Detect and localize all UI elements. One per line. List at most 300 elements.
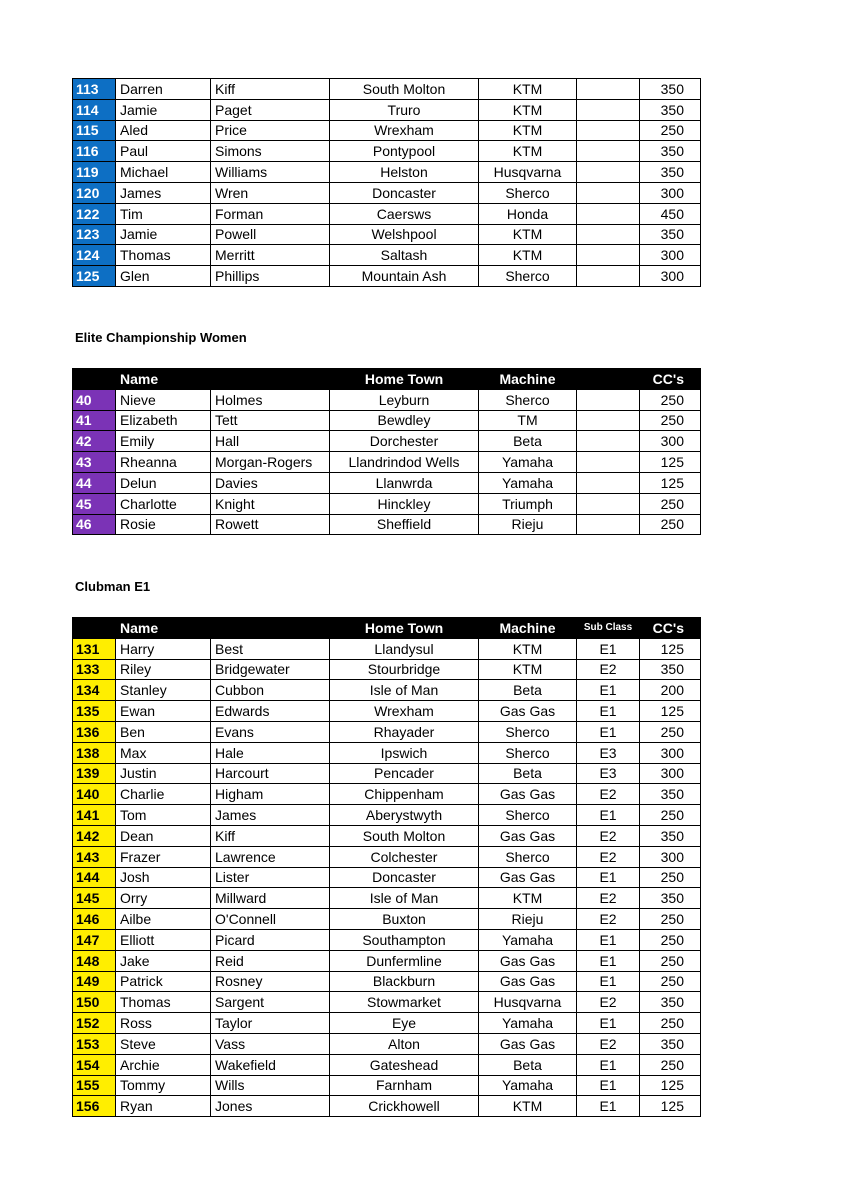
surname-cell: Kiff [211,825,330,846]
surname-cell: Jones [211,1096,330,1117]
rider-number-cell: 152 [73,1013,116,1034]
first-name-cell: Ben [116,721,211,742]
home-town-cell: Isle of Man [330,888,479,909]
sub-class-cell [577,99,640,120]
table-row [73,742,701,763]
surname-cell: Best [211,638,330,659]
sub-class-cell [577,410,640,431]
home-town-cell: Colchester [330,846,479,867]
sub-class-cell: E2 [577,846,640,867]
engine-cc-cell: 350 [640,888,701,909]
entry-table-body [73,79,701,287]
table-row [73,950,701,971]
first-name-cell: Steve [116,1033,211,1054]
table-row [73,514,701,535]
section-title-elite-women: Elite Championship Women [75,330,247,345]
sub-class-cell [577,141,640,162]
rider-number-cell: 45 [73,493,116,514]
sub-class-cell: E2 [577,1033,640,1054]
rider-number-cell: 143 [73,846,116,867]
table-row [73,266,701,287]
table-row [73,763,701,784]
sub-class-cell [577,224,640,245]
surname-cell: Sargent [211,992,330,1013]
engine-cc-cell: 250 [640,1013,701,1034]
home-town-cell: Southampton [330,929,479,950]
home-town-cell: Isle of Man [330,680,479,701]
surname-cell: Forman [211,203,330,224]
rider-number-cell: 139 [73,763,116,784]
home-town-cell: Doncaster [330,182,479,203]
rider-number-cell: 140 [73,784,116,805]
rider-number-cell: 131 [73,638,116,659]
first-name-cell: Josh [116,867,211,888]
first-name-cell: Darren [116,79,211,100]
machine-cell: KTM [479,888,577,909]
machine-cell: Yamaha [479,929,577,950]
header-cc: CC's [640,618,701,639]
rider-number-cell: 145 [73,888,116,909]
surname-cell: Phillips [211,266,330,287]
engine-cc-cell: 250 [640,867,701,888]
sub-class-cell: E1 [577,867,640,888]
engine-cc-cell: 250 [640,410,701,431]
rider-number-cell: 116 [73,141,116,162]
surname-cell: James [211,805,330,826]
header-machine: Machine [479,369,577,390]
table-row [73,141,701,162]
rider-number-cell: 44 [73,472,116,493]
rider-number-cell: 144 [73,867,116,888]
home-town-cell: Hinckley [330,493,479,514]
sub-class-cell [577,452,640,473]
table-row [73,846,701,867]
home-town-cell: Truro [330,99,479,120]
table-row [73,120,701,141]
table-row [73,472,701,493]
machine-cell: Yamaha [479,472,577,493]
engine-cc-cell: 125 [640,472,701,493]
home-town-cell: Dunfermline [330,950,479,971]
first-name-cell: Dean [116,825,211,846]
machine-cell: Sherco [479,805,577,826]
machine-cell: KTM [479,659,577,680]
first-name-cell: Glen [116,266,211,287]
first-name-cell: Tim [116,203,211,224]
home-town-cell: Aberystwyth [330,805,479,826]
rider-number-cell: 42 [73,431,116,452]
header-name: Name [116,369,211,390]
home-town-cell: Llanwrda [330,472,479,493]
sub-class-cell: E2 [577,659,640,680]
table-row [73,909,701,930]
machine-cell: KTM [479,224,577,245]
first-name-cell: Paul [116,141,211,162]
engine-cc-cell: 300 [640,846,701,867]
surname-cell: Cubbon [211,680,330,701]
rider-number-cell: 113 [73,79,116,100]
entry-table-continued [72,78,701,287]
engine-cc-cell: 250 [640,514,701,535]
table-row [73,99,701,120]
table-row [73,721,701,742]
engine-cc-cell: 450 [640,203,701,224]
table-row [73,1075,701,1096]
home-town-cell: Wrexham [330,701,479,722]
sub-class-cell: E3 [577,742,640,763]
sub-class-cell: E2 [577,784,640,805]
sub-class-cell: E2 [577,825,640,846]
surname-cell: Williams [211,162,330,183]
engine-cc-cell: 200 [640,680,701,701]
sub-class-cell [577,245,640,266]
engine-cc-cell: 300 [640,182,701,203]
sub-class-cell [577,431,640,452]
entry-table-body [73,389,701,535]
rider-number-cell: 134 [73,680,116,701]
engine-cc-cell: 350 [640,992,701,1013]
rider-number-cell: 138 [73,742,116,763]
header-home-town: Home Town [330,369,479,390]
rider-number-cell: 150 [73,992,116,1013]
engine-cc-cell: 125 [640,1075,701,1096]
engine-cc-cell: 250 [640,389,701,410]
home-town-cell: Sheffield [330,514,479,535]
home-town-cell: Rhayader [330,721,479,742]
engine-cc-cell: 300 [640,266,701,287]
header-number [73,618,116,639]
machine-cell: KTM [479,79,577,100]
sub-class-cell [577,203,640,224]
surname-cell: Evans [211,721,330,742]
engine-cc-cell: 125 [640,701,701,722]
machine-cell: Husqvarna [479,162,577,183]
sub-class-cell: E2 [577,992,640,1013]
first-name-cell: Elizabeth [116,410,211,431]
home-town-cell: Gateshead [330,1054,479,1075]
first-name-cell: Emily [116,431,211,452]
header-name: Name [116,618,211,639]
surname-cell: Rowett [211,514,330,535]
table-row [73,389,701,410]
first-name-cell: Nieve [116,389,211,410]
home-town-cell: Helston [330,162,479,183]
rider-number-cell: 155 [73,1075,116,1096]
machine-cell: Rieju [479,909,577,930]
machine-cell: Honda [479,203,577,224]
header-machine: Machine [479,618,577,639]
sub-class-cell: E1 [577,638,640,659]
machine-cell: Husqvarna [479,992,577,1013]
header-blank [211,369,330,390]
surname-cell: Lawrence [211,846,330,867]
machine-cell: KTM [479,245,577,266]
home-town-cell: Stourbridge [330,659,479,680]
home-town-cell: Doncaster [330,867,479,888]
engine-cc-cell: 350 [640,1033,701,1054]
home-town-cell: Saltash [330,245,479,266]
rider-number-cell: 40 [73,389,116,410]
first-name-cell: Michael [116,162,211,183]
table-row [73,452,701,473]
home-town-cell: Dorchester [330,431,479,452]
section-title-clubman-e1: Clubman E1 [75,579,151,594]
surname-cell: Price [211,120,330,141]
sub-class-cell: E1 [577,721,640,742]
home-town-cell: Farnham [330,1075,479,1096]
machine-cell: Beta [479,680,577,701]
table-row [73,182,701,203]
sub-class-cell: E2 [577,888,640,909]
engine-cc-cell: 250 [640,120,701,141]
first-name-cell: Ailbe [116,909,211,930]
rider-number-cell: 141 [73,805,116,826]
machine-cell: KTM [479,638,577,659]
home-town-cell: Llandrindod Wells [330,452,479,473]
first-name-cell: Patrick [116,971,211,992]
surname-cell: O'Connell [211,909,330,930]
surname-cell: Paget [211,99,330,120]
surname-cell: Tett [211,410,330,431]
header-sub-class: Sub Class [577,618,640,639]
table-row [73,245,701,266]
sub-class-cell: E1 [577,701,640,722]
rider-number-cell: 123 [73,224,116,245]
surname-cell: Wakefield [211,1054,330,1075]
surname-cell: Wren [211,182,330,203]
rider-number-cell: 154 [73,1054,116,1075]
surname-cell: Millward [211,888,330,909]
machine-cell: Beta [479,1054,577,1075]
home-town-cell: Leyburn [330,389,479,410]
sub-class-cell: E1 [577,971,640,992]
home-town-cell: Ipswich [330,742,479,763]
first-name-cell: Harry [116,638,211,659]
sub-class-cell: E1 [577,1096,640,1117]
sub-class-cell [577,389,640,410]
table-row [73,888,701,909]
sub-class-cell: E1 [577,950,640,971]
first-name-cell: Jake [116,950,211,971]
machine-cell: Beta [479,763,577,784]
table-row [73,971,701,992]
rider-number-cell: 41 [73,410,116,431]
sub-class-cell [577,514,640,535]
rider-number-cell: 142 [73,825,116,846]
header-home-town: Home Town [330,618,479,639]
rider-number-cell: 149 [73,971,116,992]
rider-number-cell: 125 [73,266,116,287]
home-town-cell: Pencader [330,763,479,784]
surname-cell: Hall [211,431,330,452]
surname-cell: Lister [211,867,330,888]
engine-cc-cell: 300 [640,763,701,784]
home-town-cell: Bewdley [330,410,479,431]
engine-cc-cell: 350 [640,99,701,120]
header-blank [211,618,330,639]
first-name-cell: Rheanna [116,452,211,473]
first-name-cell: Jamie [116,99,211,120]
machine-cell: Gas Gas [479,701,577,722]
table-row [73,638,701,659]
table-row [73,701,701,722]
machine-cell: Rieju [479,514,577,535]
surname-cell: Kiff [211,79,330,100]
engine-cc-cell: 300 [640,742,701,763]
first-name-cell: Ryan [116,1096,211,1117]
first-name-cell: Ross [116,1013,211,1034]
home-town-cell: Mountain Ash [330,266,479,287]
table-row [73,867,701,888]
surname-cell: Bridgewater [211,659,330,680]
first-name-cell: Jamie [116,224,211,245]
surname-cell: Wills [211,1075,330,1096]
surname-cell: Taylor [211,1013,330,1034]
rider-number-cell: 148 [73,950,116,971]
first-name-cell: Max [116,742,211,763]
table-header-row [73,618,701,639]
home-town-cell: Alton [330,1033,479,1054]
rider-number-cell: 136 [73,721,116,742]
sub-class-cell [577,120,640,141]
sub-class-cell [577,266,640,287]
engine-cc-cell: 250 [640,929,701,950]
engine-cc-cell: 250 [640,721,701,742]
home-town-cell: Buxton [330,909,479,930]
machine-cell: TM [479,410,577,431]
home-town-cell: Pontypool [330,141,479,162]
sub-class-cell [577,79,640,100]
engine-cc-cell: 250 [640,805,701,826]
rider-number-cell: 135 [73,701,116,722]
first-name-cell: Delun [116,472,211,493]
entry-table-elite-women [72,368,701,535]
machine-cell: KTM [479,141,577,162]
sub-class-cell: E2 [577,909,640,930]
surname-cell: Merritt [211,245,330,266]
machine-cell: Yamaha [479,1013,577,1034]
engine-cc-cell: 250 [640,971,701,992]
rider-number-cell: 146 [73,909,116,930]
engine-cc-cell: 350 [640,784,701,805]
machine-cell: Sherco [479,266,577,287]
rider-number-cell: 133 [73,659,116,680]
machine-cell: Gas Gas [479,1033,577,1054]
surname-cell: Reid [211,950,330,971]
sub-class-cell: E1 [577,1054,640,1075]
first-name-cell: Elliott [116,929,211,950]
home-town-cell: Caersws [330,203,479,224]
first-name-cell: Tommy [116,1075,211,1096]
engine-cc-cell: 300 [640,431,701,452]
machine-cell: Gas Gas [479,784,577,805]
surname-cell: Vass [211,1033,330,1054]
engine-cc-cell: 125 [640,1096,701,1117]
sub-class-cell [577,472,640,493]
rider-number-cell: 120 [73,182,116,203]
machine-cell: Sherco [479,389,577,410]
header-sub-class [577,369,640,390]
machine-cell: Triumph [479,493,577,514]
sub-class-cell: E1 [577,680,640,701]
engine-cc-cell: 250 [640,909,701,930]
table-row [73,929,701,950]
table-row [73,1033,701,1054]
first-name-cell: Tom [116,805,211,826]
surname-cell: Rosney [211,971,330,992]
table-row [73,410,701,431]
machine-cell: Yamaha [479,452,577,473]
home-town-cell: Stowmarket [330,992,479,1013]
first-name-cell: Charlotte [116,493,211,514]
surname-cell: Holmes [211,389,330,410]
first-name-cell: Ewan [116,701,211,722]
sub-class-cell: E3 [577,763,640,784]
machine-cell: Gas Gas [479,950,577,971]
surname-cell: Davies [211,472,330,493]
header-cc: CC's [640,369,701,390]
engine-cc-cell: 250 [640,1054,701,1075]
first-name-cell: Aled [116,120,211,141]
machine-cell: Gas Gas [479,825,577,846]
sub-class-cell: E1 [577,805,640,826]
machine-cell: Gas Gas [479,971,577,992]
home-town-cell: Crickhowell [330,1096,479,1117]
table-header-row [73,369,701,390]
home-town-cell: South Molton [330,825,479,846]
engine-cc-cell: 125 [640,638,701,659]
rider-number-cell: 119 [73,162,116,183]
table-row [73,224,701,245]
surname-cell: Morgan-Rogers [211,452,330,473]
surname-cell: Simons [211,141,330,162]
machine-cell: KTM [479,1096,577,1117]
engine-cc-cell: 350 [640,162,701,183]
table-row [73,493,701,514]
rider-number-cell: 147 [73,929,116,950]
entry-table-body [73,638,701,1116]
surname-cell: Knight [211,493,330,514]
table-row [73,992,701,1013]
surname-cell: Powell [211,224,330,245]
table-row [73,825,701,846]
rider-number-cell: 156 [73,1096,116,1117]
first-name-cell: James [116,182,211,203]
sub-class-cell [577,162,640,183]
sub-class-cell [577,182,640,203]
home-town-cell: Blackburn [330,971,479,992]
surname-cell: Harcourt [211,763,330,784]
engine-cc-cell: 350 [640,659,701,680]
rider-number-cell: 46 [73,514,116,535]
machine-cell: Sherco [479,742,577,763]
engine-cc-cell: 350 [640,825,701,846]
sub-class-cell: E1 [577,929,640,950]
first-name-cell: Stanley [116,680,211,701]
table-row [73,1013,701,1034]
first-name-cell: Riley [116,659,211,680]
first-name-cell: Justin [116,763,211,784]
sub-class-cell: E1 [577,1013,640,1034]
machine-cell: Gas Gas [479,867,577,888]
machine-cell: KTM [479,99,577,120]
rider-number-cell: 114 [73,99,116,120]
entry-table-clubman-e1 [72,617,701,1117]
engine-cc-cell: 300 [640,245,701,266]
engine-cc-cell: 250 [640,493,701,514]
machine-cell: KTM [479,120,577,141]
engine-cc-cell: 250 [640,950,701,971]
